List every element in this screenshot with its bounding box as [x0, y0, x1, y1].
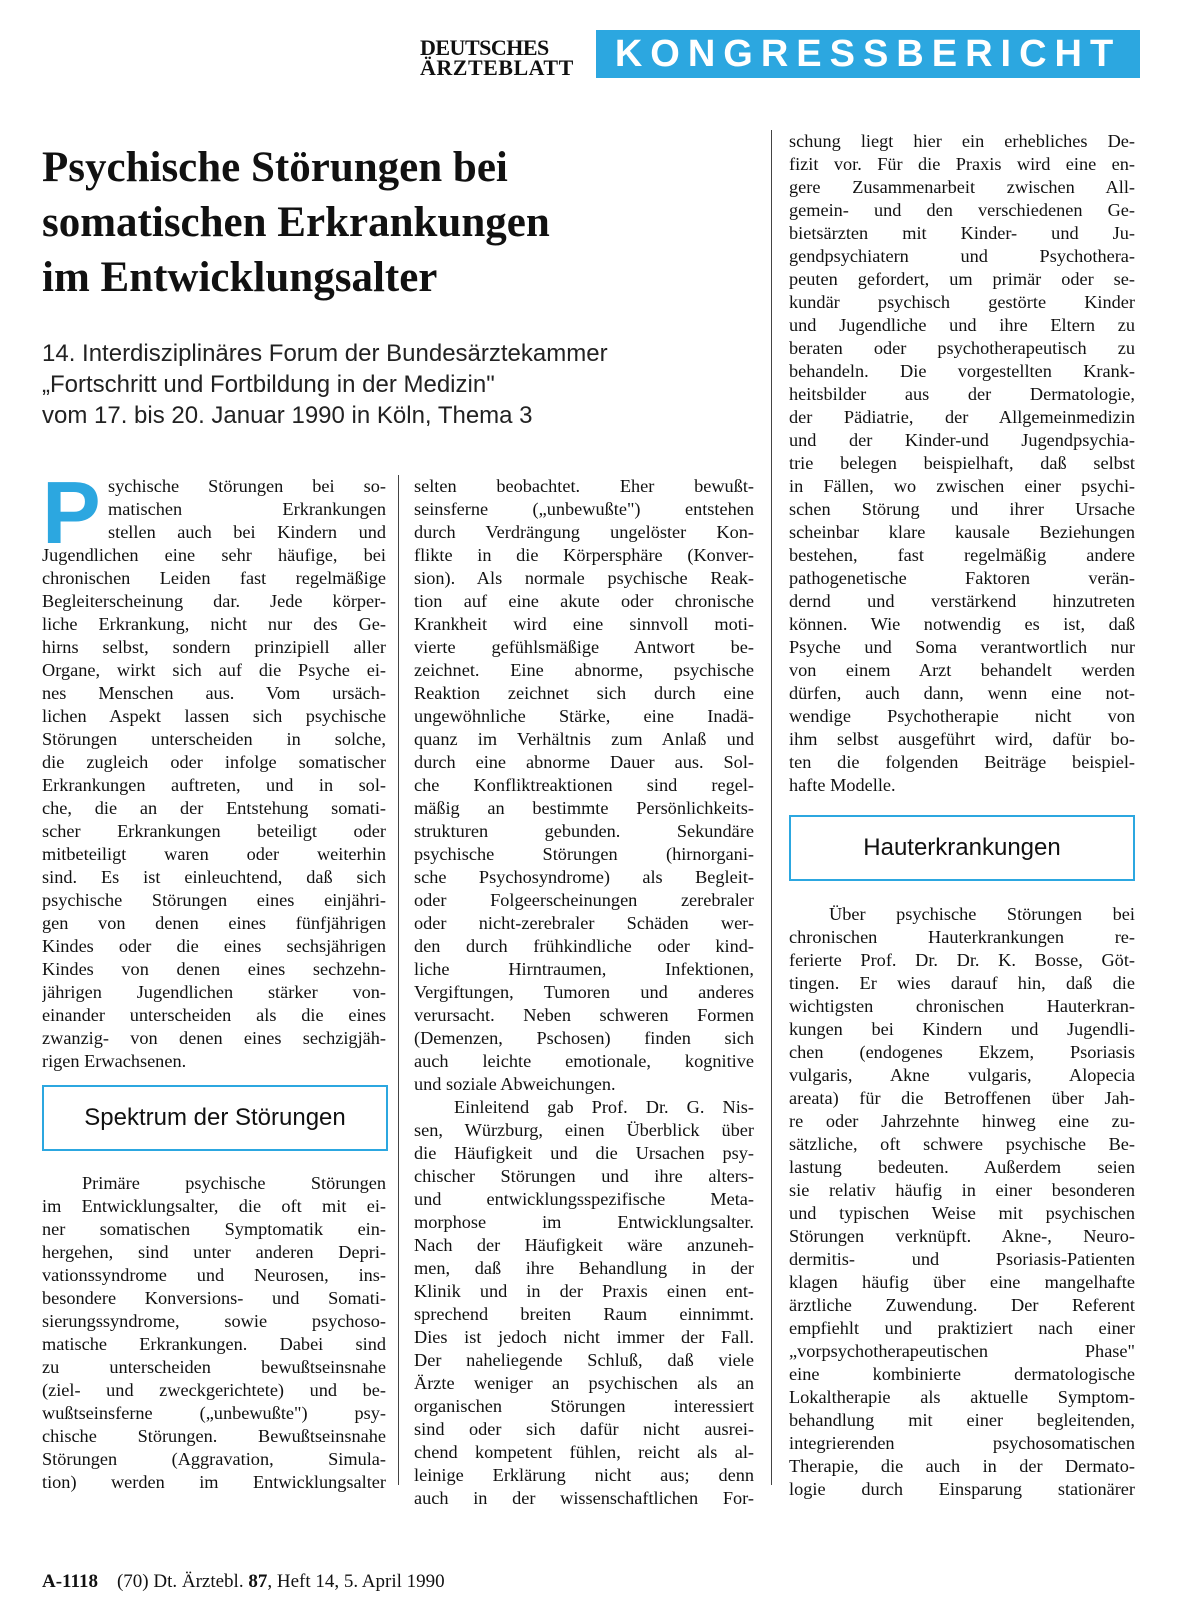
text-line: wußtseinsferne („unbewußte") psy- [42, 1403, 386, 1423]
text-line: können. Wie notwendig es ist, daß [789, 614, 1135, 634]
text-line: Organe, wirkt sich auf die Psyche ei- [42, 660, 386, 680]
text-line: ner somatischen Symptomatik ein- [42, 1219, 386, 1239]
text-line: ihm selbst ausgeführt wird, dafür bo- [789, 729, 1135, 749]
text-line: im Entwicklungsalter, die oft mit ei- [42, 1196, 386, 1216]
text-line: besondere Konversions- und Somati- [42, 1288, 386, 1308]
text-line: sche Psychosyndrome) als Begleit- [414, 867, 754, 887]
text-line: auch in der wissenschaftlichen For- [414, 1488, 754, 1508]
text-line: ärztliche Zuwendung. Der Referent [789, 1295, 1135, 1315]
text-line: Nach der Häufigkeit wäre anzuneh- [414, 1235, 754, 1255]
text-line: Ärzte weniger an psychischen als an [414, 1373, 754, 1393]
text-line: oder Folgeerscheinungen zerebraler [414, 890, 754, 910]
section-heading-hauterkrankungen: Hauterkrankungen [789, 815, 1135, 881]
text-line: hafte Modelle. [789, 775, 896, 795]
text-line: Primäre psychische Störungen [82, 1173, 386, 1193]
text-line: gen von denen eines fünfjährigen [42, 913, 386, 933]
text-line: Vergiftungen, Tumoren und anderes [414, 982, 754, 1002]
text-line: Begleiterscheinung dar. Jede körper- [42, 591, 386, 611]
text-line: morphose im Entwicklungsalter. [414, 1212, 754, 1232]
text-line: wichtigsten chronischen Hauterkran- [789, 996, 1135, 1016]
text-line: zu unterscheiden bewußtseinsnahe [42, 1357, 386, 1377]
text-line: mitbeteiligt waren oder weiterhin [42, 844, 386, 864]
text-line: tion auf eine akute oder chronische [414, 591, 754, 611]
text-line: durch Verdrängung ungelöster Kon- [414, 522, 754, 542]
text-line: Dies ist jedoch nicht immer der Fall. [414, 1327, 754, 1347]
logo-line-2: ÄRZTEBLATT [420, 55, 574, 80]
text-line: ungewöhnliche Stärke, eine Inadä- [414, 706, 754, 726]
text-line: und soziale Abweichungen. [414, 1074, 616, 1094]
text-line: Therapie, die auch in der Dermato- [789, 1456, 1135, 1476]
text-line: Krankheit wird eine sinnvoll moti- [414, 614, 754, 634]
text-line: che, die an der Entstehung somati- [42, 798, 386, 818]
text-line: hirns selbst, sondern prinzipiell aller [42, 637, 386, 657]
text-line: scheinbar klare kausale Beziehungen [789, 522, 1135, 542]
text-line: chen (endogenes Ekzem, Psoriasis [789, 1042, 1135, 1062]
text-line: peuten gefordert, um primär oder se- [789, 269, 1135, 289]
text-line: psychische Störungen (hirnorgani- [414, 844, 754, 864]
citation-rest: , Heft 14, 5. April 1990 [267, 1571, 445, 1592]
text-line: seinsferne („unbewußte") entstehen [414, 499, 754, 519]
text-line: behandlung mit einer begleitenden, [789, 1410, 1135, 1430]
text-line: chend kompetent fühlen, reicht als al- [414, 1442, 754, 1462]
text-line: trie belegen beispielhaft, daß selbst [789, 453, 1135, 473]
text-line: und entwicklungsspezifische Meta- [414, 1189, 754, 1209]
text-line: sind. Es ist einleuchtend, daß sich [42, 867, 386, 887]
text-line: quanz im Verhältnis zum Anlaß und [414, 729, 754, 749]
section-banner: KONGRESSBERICHT [596, 30, 1140, 78]
page-number: A-1118 [42, 1571, 98, 1592]
text-line: Erkrankungen auftreten, und in sol- [42, 775, 386, 795]
text-line: fizit vor. Für die Praxis wird eine en- [789, 154, 1135, 174]
text-line: in Fällen, wo zwischen einer psychi- [789, 476, 1135, 496]
text-line: vulgaris, Akne vulgaris, Alopecia [789, 1065, 1135, 1085]
text-line: „vorpsychotherapeutischen Phase" [789, 1341, 1135, 1361]
text-line: einander unterscheiden als die eines [42, 1005, 386, 1025]
text-line: areata) für die Betroffenen über Jah- [789, 1088, 1135, 1108]
text-line: stellen auch bei Kindern und [108, 522, 386, 542]
text-line: integrierenden psychosomatischen [789, 1433, 1135, 1453]
text-line: durch eine abnorme Dauer aus. Sol- [414, 752, 754, 772]
text-line: Über psychische Störungen bei [829, 904, 1135, 924]
text-line: matischen Erkrankungen [108, 499, 386, 519]
subtitle-line: 14. Interdisziplinäres Forum der Bundesärztekammer [42, 340, 608, 367]
text-column-1 [42, 463, 386, 1073]
text-line: heitsbilder aus der Dermatologie, [789, 384, 1135, 404]
text-line: gere Zusammenarbeit zwischen All- [789, 177, 1135, 197]
text-line: Störungen unterscheiden in solche, [42, 729, 386, 749]
text-line: die Häufigkeit und die Ursachen psy- [414, 1143, 754, 1163]
text-line: pathogenetische Faktoren verän- [789, 568, 1135, 588]
text-line: chische Störungen. Bewußtseinsnahe [42, 1426, 386, 1446]
text-line: und Jugendliche und ihre Eltern zu [789, 315, 1135, 335]
text-line: psychische Störungen eines einjähri- [42, 890, 386, 910]
text-line: sychische Störungen bei so- [108, 476, 386, 496]
column-rule [771, 130, 772, 1485]
text-line: und der Kinder-und Jugendpsychia- [789, 430, 1135, 450]
text-line: verursacht. Neben schweren Formen [414, 1005, 754, 1025]
text-line: dernd und verstärkend hinzutreten [789, 591, 1135, 611]
text-line: sie relativ häufig in einer besonderen [789, 1180, 1135, 1200]
text-line: kungen bei Kindern und Jugendli- [789, 1019, 1135, 1039]
text-line: matische Erkrankungen. Dabei sind [42, 1334, 386, 1354]
text-line: chronischen Hauterkrankungen re- [789, 927, 1135, 947]
text-line: Einleitend gab Prof. Dr. G. Nis- [454, 1097, 754, 1117]
article-subtitle [42, 338, 742, 431]
text-line: Kindes oder die eines sechsjährigen [42, 936, 386, 956]
text-line: dermitis- und Psoriasis-Patienten [789, 1249, 1135, 1269]
text-line: ten die folgenden Beiträge beispiel- [789, 752, 1135, 772]
text-line: von einem Arzt behandelt werden [789, 660, 1135, 680]
text-line: selten beobachtet. Eher bewußt- [414, 476, 754, 496]
text-line: oder nicht-zerebraler Schäden wer- [414, 913, 754, 933]
text-line: gemein- und den verschiedenen Ge- [789, 200, 1135, 220]
text-line: sion). Als normale psychische Reak- [414, 568, 754, 588]
text-line: ferierte Prof. Dr. Dr. K. Bosse, Göt- [789, 950, 1135, 970]
subtitle-line: vom 17. bis 20. Januar 1990 in Köln, Thema 3 [42, 402, 533, 429]
text-line: lastung bedeuten. Außerdem seien [789, 1157, 1135, 1177]
text-line: chronischen Leiden fast regelmäßige [42, 568, 386, 588]
text-line: kundär psychisch gestörte Kinder [789, 292, 1135, 312]
text-line: und typischen Weise mit psychischen [789, 1203, 1135, 1223]
text-line: behandeln. Die vorgestellten Krank- [789, 361, 1135, 381]
text-line: schen Störung und ihrer Ursache [789, 499, 1135, 519]
section-heading-spektrum: Spektrum der Störungen [42, 1085, 388, 1151]
title-line: somatischen Erkrankungen [42, 199, 550, 246]
text-line: beraten oder psychotherapeutisch zu [789, 338, 1135, 358]
title-line: im Entwicklungsalter [42, 254, 438, 301]
text-line: leinige Erklärung nicht aus; denn [414, 1465, 754, 1485]
text-line: gendpsychiatern und Psychothera- [789, 246, 1135, 266]
text-line: empfiehlt und praktiziert nach einer [789, 1318, 1135, 1338]
text-line: tingen. Er wies darauf hin, daß die [789, 973, 1135, 993]
text-line: (Demenzen, Pschosen) finden sich [414, 1028, 754, 1048]
text-line: bestehen, fast regelmäßig andere [789, 545, 1135, 565]
drop-cap: P [42, 463, 101, 562]
title-line: Psychische Störungen bei [42, 144, 508, 191]
text-line: che Konfliktreaktionen sind regel- [414, 775, 754, 795]
text-line: strukturen gebunden. Sekundäre [414, 821, 754, 841]
text-line: dürfen, auch dann, wenn eine not- [789, 683, 1135, 703]
text-line: men, daß ihre Behandlung in der [414, 1258, 754, 1278]
text-line: vierte gefühlsmäßige Antwort be- [414, 637, 754, 657]
text-line: lichen Aspekt lassen sich psychische [42, 706, 386, 726]
text-line: re oder Jahrzehnte hinweg eine zu- [789, 1111, 1135, 1131]
text-line: Reaktion zeichnet sich durch eine [414, 683, 754, 703]
article-title [42, 140, 752, 305]
text-line: flikte in die Körpersphäre (Konver- [414, 545, 754, 565]
page-footer [42, 1570, 742, 1594]
subtitle-line: „Fortschritt und Fortbildung in der Medizin" [42, 371, 495, 398]
text-column-3-continued [789, 903, 1135, 1501]
text-line: auch leichte emotionale, kognitive [414, 1051, 754, 1071]
text-line: wendige Psychotherapie nicht von [789, 706, 1135, 726]
text-line: scher Erkrankungen beteiligt oder [42, 821, 386, 841]
logo-line-1: DEUTSCHES [420, 35, 549, 60]
text-line: Störungen (Aggravation, Simula- [42, 1449, 386, 1469]
text-column-1-continued [42, 1172, 386, 1494]
volume-number: 87 [248, 1571, 268, 1592]
text-line: chischer Störungen und ihre alters- [414, 1166, 754, 1186]
text-line: nes Menschen aus. Vom ursäch- [42, 683, 386, 703]
text-line: tion) werden im Entwicklungsalter [42, 1472, 386, 1492]
text-line: sind oder sich dafür nicht ausrei- [414, 1419, 754, 1439]
text-column-3 [789, 130, 1135, 797]
text-line: liche Erkrankung, nicht nur des Ge- [42, 614, 386, 634]
journal-logo [420, 35, 588, 80]
text-line: bietsärzten mit Kinder- und Ju- [789, 223, 1135, 243]
text-column-2 [414, 475, 754, 1510]
text-line: schung liegt hier ein erhebliches De- [789, 131, 1135, 151]
text-line: (ziel- und zweckgerichtete) und be- [42, 1380, 386, 1400]
text-line: eine kombinierte dermatologische [789, 1364, 1135, 1384]
column-rule [398, 475, 399, 1485]
text-line: logie durch Einsparung stationärer [789, 1479, 1135, 1499]
text-line: jährigen Jugendlichen stärker von- [42, 982, 386, 1002]
text-line: sierungssyndrome, sowie psychoso- [42, 1311, 386, 1331]
text-line: hergehen, sind unter anderen Depri- [42, 1242, 386, 1262]
text-line: Störungen verknüpft. Akne-, Neuro- [789, 1226, 1135, 1246]
text-line: vationssyndrome und Neurosen, ins- [42, 1265, 386, 1285]
text-line: sätzliche, oft schwere psychische Be- [789, 1134, 1135, 1154]
text-line: zwanzig- von denen eines sechzigjäh- [42, 1028, 386, 1048]
text-line: Klinik und in der Praxis einen ent- [414, 1281, 754, 1301]
text-line: mäßig an bestimmte Persönlichkeits- [414, 798, 754, 818]
text-line: Psyche und Soma verantwortlich nur [789, 637, 1135, 657]
text-line: sprechend breiten Raum einnimmt. [414, 1304, 754, 1324]
text-line: Der naheliegende Schluß, daß viele [414, 1350, 754, 1370]
text-line: Kindes von denen eines sechzehn- [42, 959, 386, 979]
text-line: organischen Störungen interessiert [414, 1396, 754, 1416]
text-line: Jugendlichen eine sehr häufige, bei [42, 545, 386, 565]
text-line: Lokaltherapie als aktuelle Symptom- [789, 1387, 1135, 1407]
text-line: zeichnet. Eine abnorme, psychische [414, 660, 754, 680]
text-line: die zugleich oder infolge somatischer [42, 752, 386, 772]
citation: (70) Dt. Ärztebl. [116, 1571, 249, 1592]
text-line: rigen Erwachsenen. [42, 1051, 187, 1071]
text-line: den durch frühkindliche oder kind- [414, 936, 754, 956]
text-line: der Pädiatrie, der Allgemeinmedizin [789, 407, 1135, 427]
text-line: sen, Würzburg, einen Überblick über [414, 1120, 754, 1140]
text-line: klagen häufig über eine mangelhafte [789, 1272, 1135, 1292]
text-line: liche Hirntraumen, Infektionen, [414, 959, 754, 979]
